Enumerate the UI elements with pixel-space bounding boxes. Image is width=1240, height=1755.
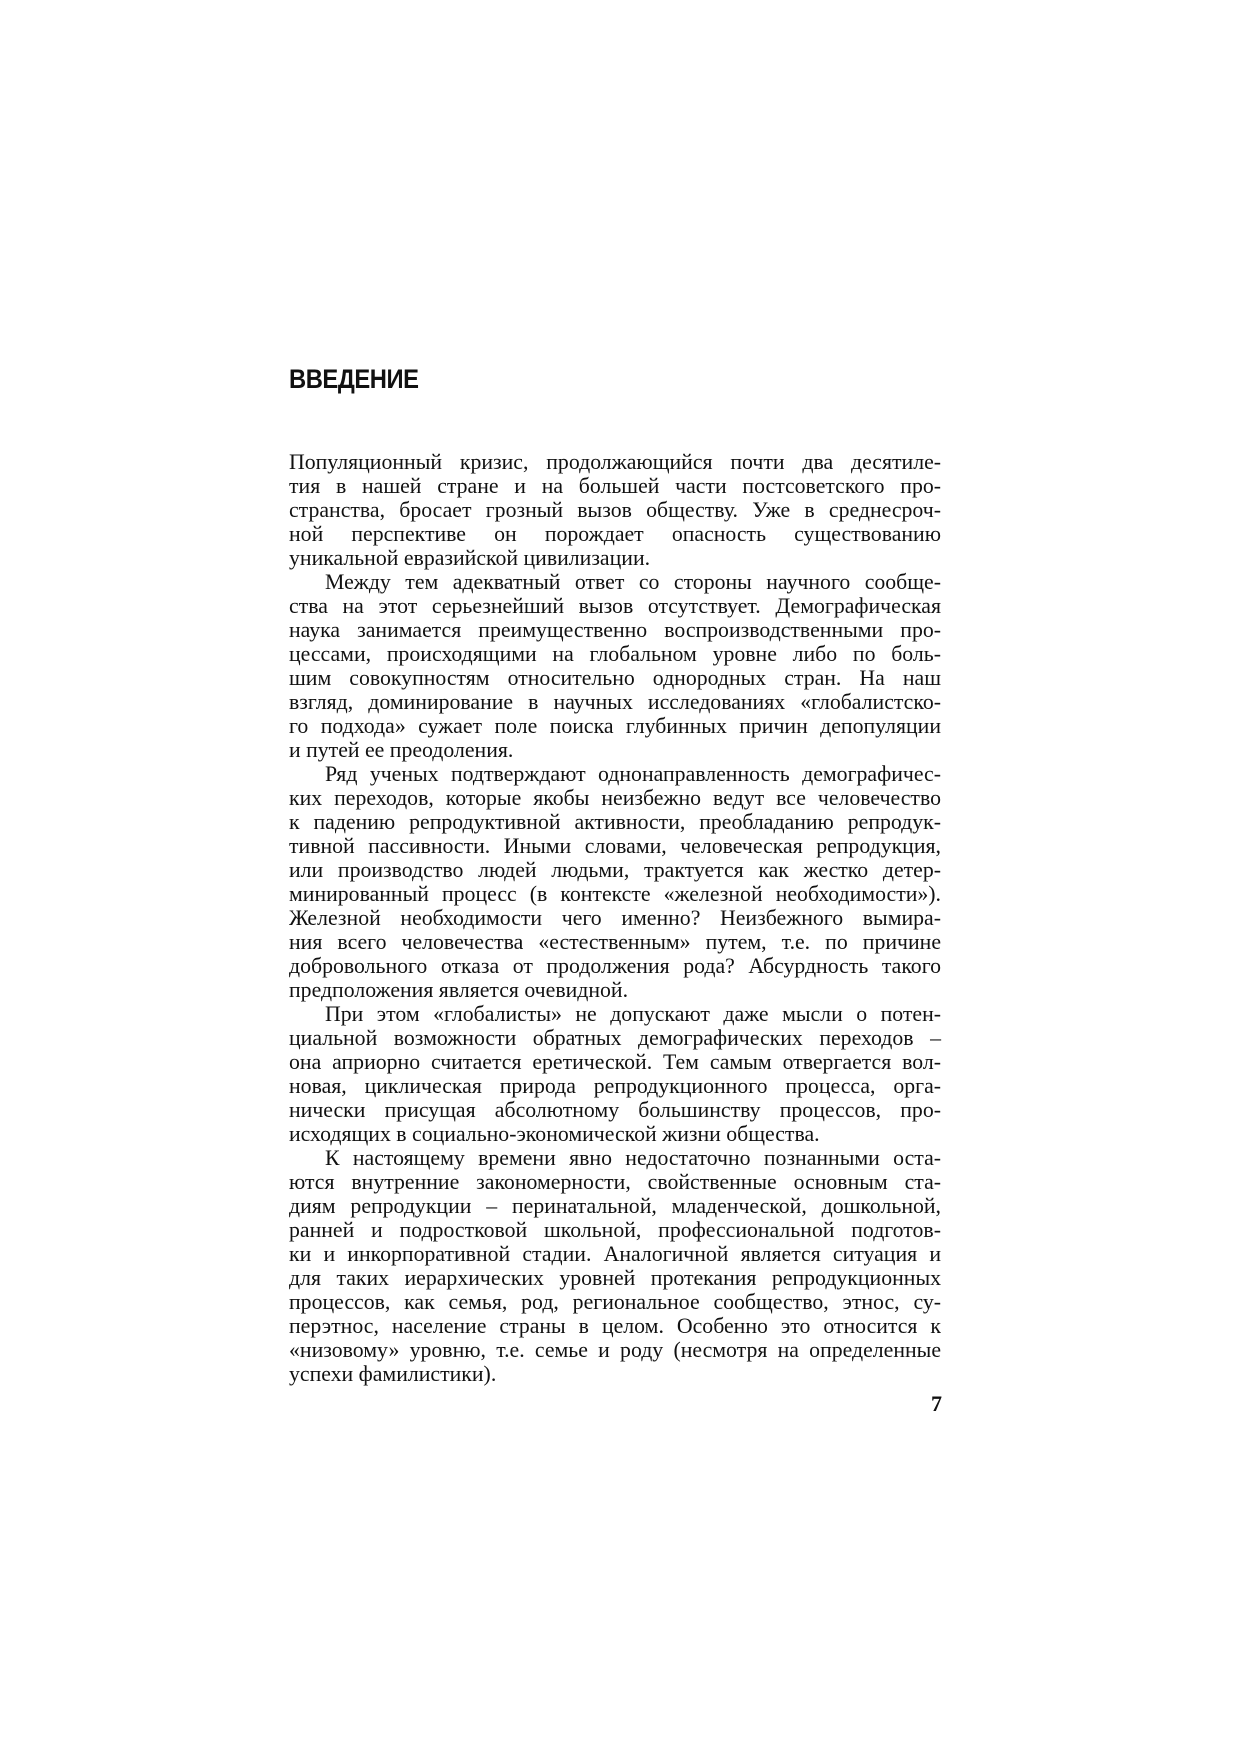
- text-line: перэтнос, население страны в целом. Особенно это относится к: [289, 1314, 941, 1338]
- text-line: диям репродукции – перинатальной, младенческой, дошкольной,: [289, 1194, 941, 1218]
- paragraph-3: [289, 762, 941, 1002]
- text-line: процессов, как семья, род, региональное сообщество, этнос, су-: [289, 1290, 941, 1314]
- text-line: минированный процесс (в контексте «железной необходимости»).: [289, 882, 941, 906]
- text-line: добровольного отказа от продолжения рода? Абсурдность такого: [289, 954, 941, 978]
- text-line: К настоящему времени явно недостаточно познанными оста-: [325, 1146, 941, 1170]
- text-line: ства на этот серьезнейший вызов отсутствует. Демографическая: [289, 594, 941, 618]
- text-line: наука занимается преимущественно воспроизводственными про-: [289, 618, 941, 642]
- paragraph-5: [289, 1146, 941, 1386]
- text-line: ки и инкорпоративной стадии. Аналогичной является ситуация и: [289, 1242, 941, 1266]
- text-line: го подхода» сужает поле поиска глубинных причин депопуляции: [289, 714, 941, 738]
- text-line: циальной возможности обратных демографических переходов –: [289, 1026, 941, 1050]
- paragraph-2: [289, 570, 941, 762]
- body-text: [289, 450, 941, 1386]
- text-line: Железной необходимости чего именно? Неизбежного вымира-: [289, 906, 941, 930]
- text-line: ния всего человечества «естественным» путем, т.е. по причине: [289, 930, 941, 954]
- text-line: ной перспективе он порождает опасность существованию: [289, 522, 941, 546]
- text-line: исходящих в социально-экономической жизни общества.: [289, 1122, 820, 1146]
- text-line: странства, бросает грозный вызов обществу. Уже в среднесроч-: [289, 498, 941, 522]
- text-line: для таких иерархических уровней протекания репродукционных: [289, 1266, 941, 1290]
- text-line: уникальной евразийской цивилизации.: [289, 546, 651, 570]
- text-line: шим совокупностям относительно однородных стран. На наш: [289, 666, 941, 690]
- text-line: Ряд ученых подтверждают однонаправленность демографичес-: [325, 762, 941, 786]
- text-line: к падению репродуктивной активности, преобладанию репродук-: [289, 810, 941, 834]
- text-line: «низовому» уровню, т.е. семье и роду (несмотря на определенные: [289, 1338, 941, 1362]
- text-line: или производство людей людьми, трактуется как жестко детер-: [289, 858, 941, 882]
- text-line: взгляд, доминирование в научных исследованиях «глобалистско-: [289, 690, 941, 714]
- text-line: тивной пассивности. Иными словами, человеческая репродукция,: [289, 834, 941, 858]
- text-line: ются внутренние закономерности, свойственные основным ста-: [289, 1170, 941, 1194]
- text-line: новая, циклическая природа репродукционного процесса, орга-: [289, 1074, 941, 1098]
- text-line: цессами, происходящими на глобальном уровне либо по боль-: [289, 642, 941, 666]
- text-line: успехи фамилистики).: [289, 1362, 497, 1386]
- text-line: ких переходов, которые якобы неизбежно ведут все человечество: [289, 786, 941, 810]
- page-title: ВВЕДЕНИЕ: [289, 364, 419, 394]
- text-line: тия в нашей стране и на большей части постсоветского про-: [289, 474, 941, 498]
- text-line: Между тем адекватный ответ со стороны научного сообще-: [325, 570, 941, 594]
- text-line: При этом «глобалисты» не допускают даже мысли о потен-: [325, 1002, 941, 1026]
- text-line: предположения является очевидной.: [289, 978, 629, 1002]
- text-line: она априорно считается еретической. Тем самым отвергается вол-: [289, 1050, 941, 1074]
- text-line: и путей ее преодоления.: [289, 738, 514, 762]
- text-line: Популяционный кризис, продолжающийся почти два десятиле-: [289, 450, 941, 474]
- text-line: нически присущая абсолютному большинству процессов, про-: [289, 1098, 941, 1122]
- text-line: ранней и подростковой школьной, профессиональной подготов-: [289, 1218, 941, 1242]
- page-number: 7: [931, 1391, 942, 1416]
- paragraph-4: [289, 1002, 941, 1146]
- paragraph-1: [289, 450, 941, 570]
